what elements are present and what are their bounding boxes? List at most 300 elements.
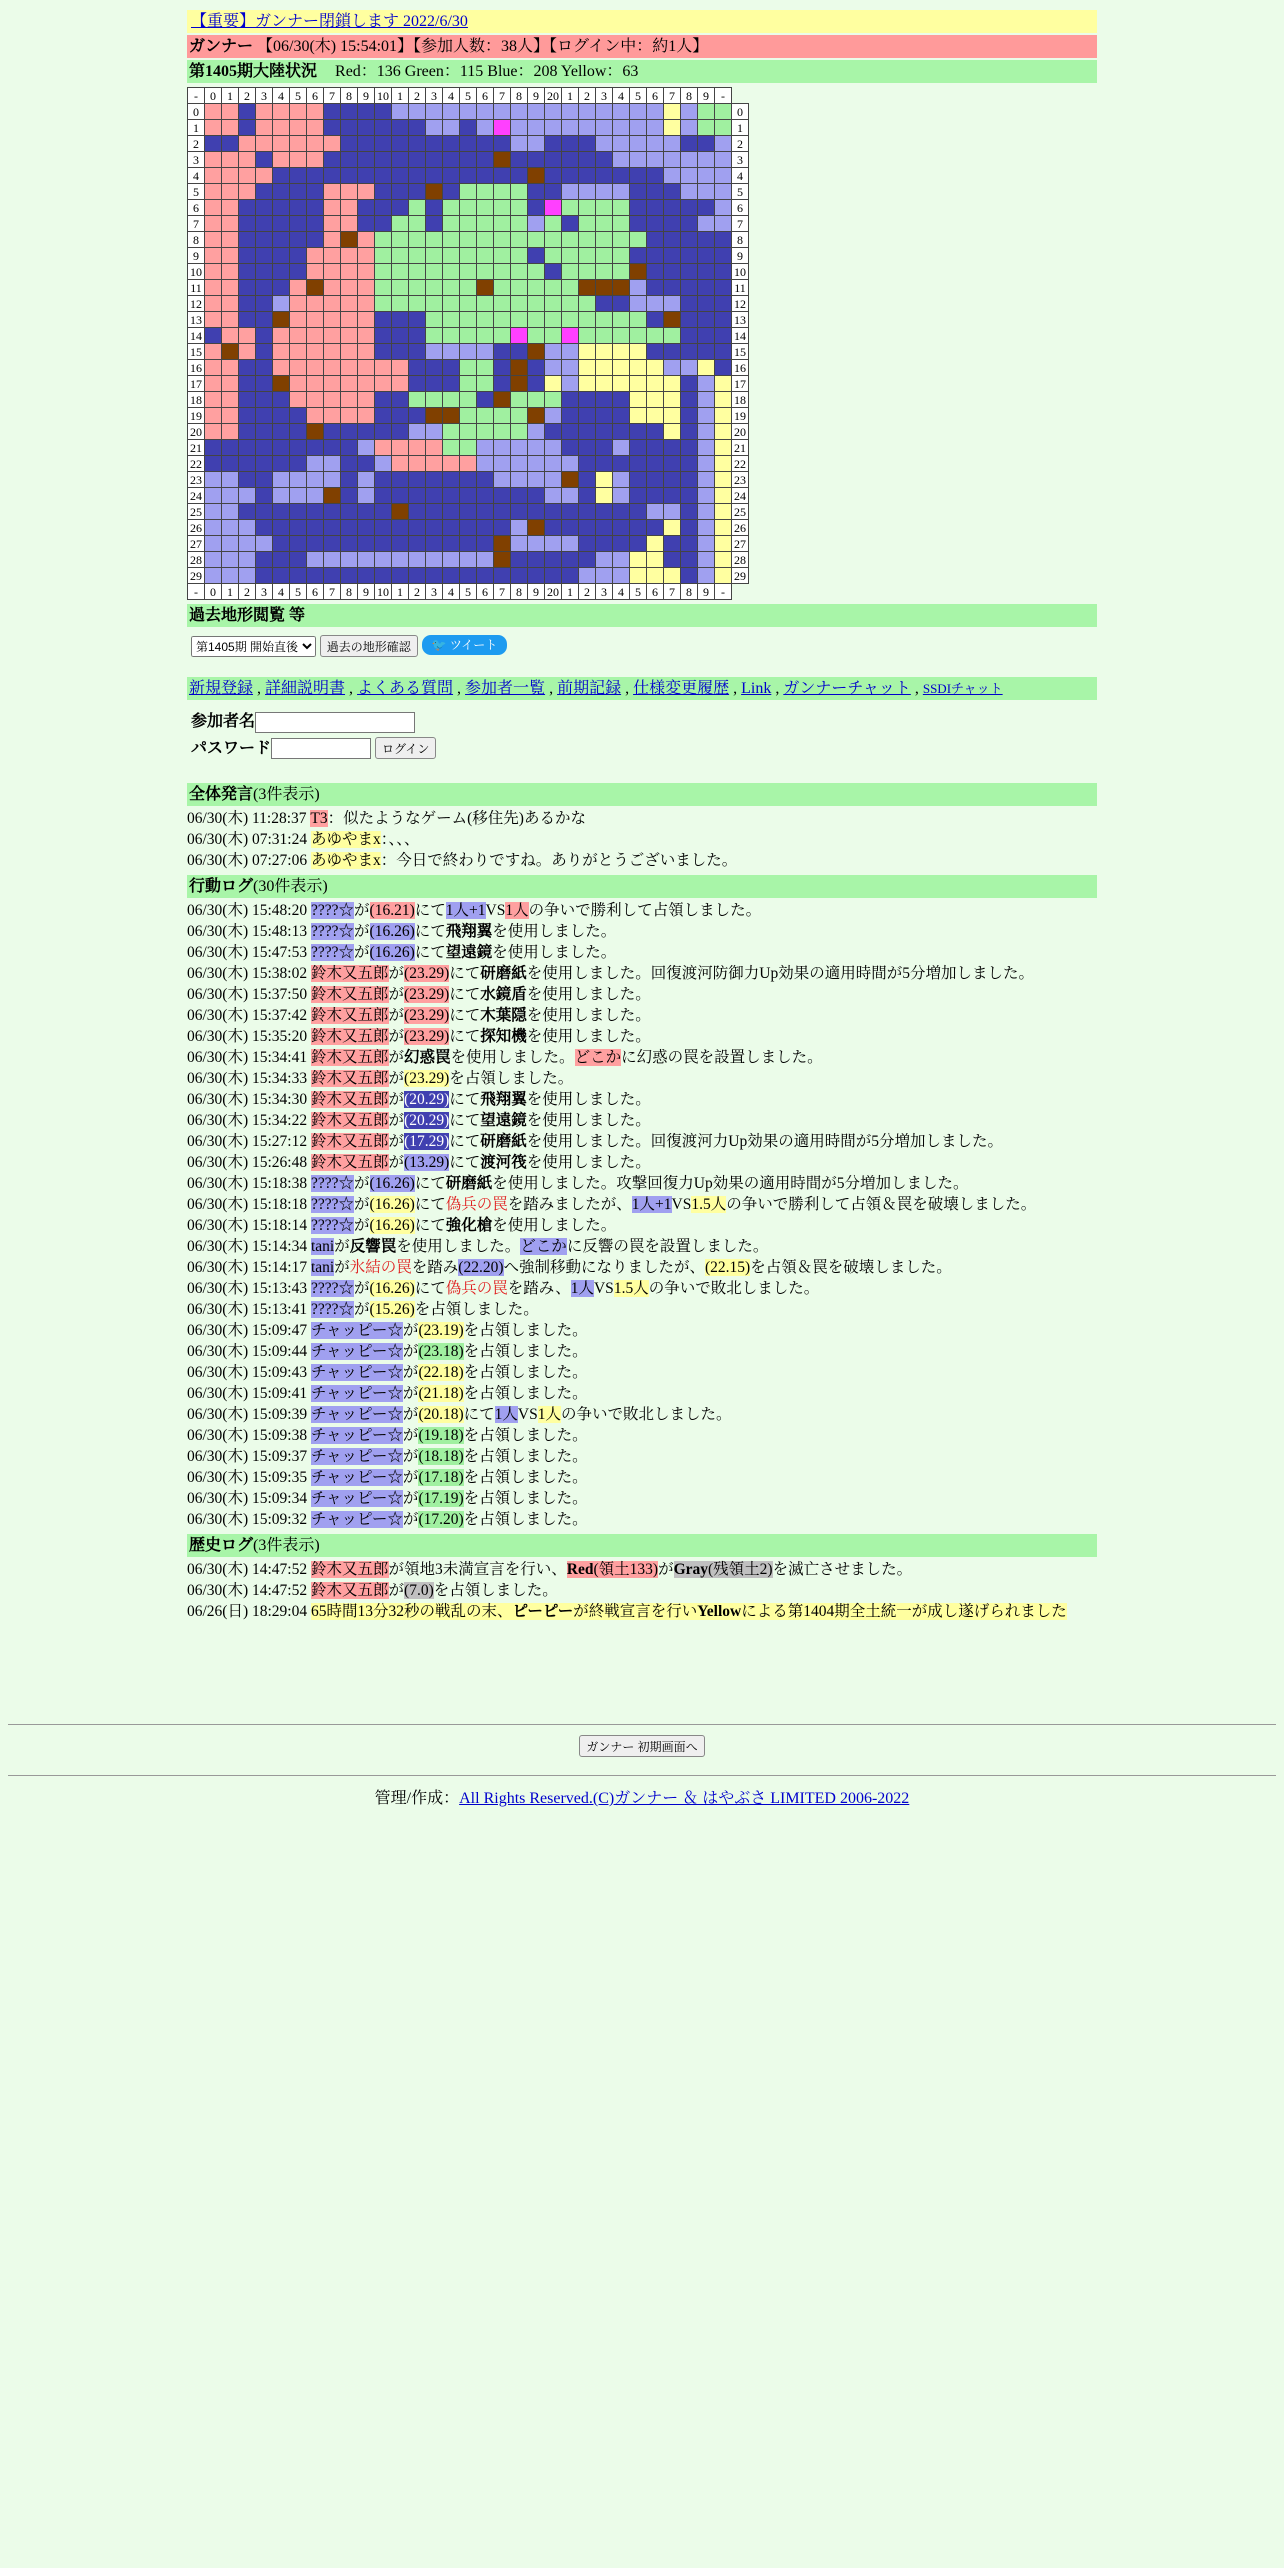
- nav-link[interactable]: 詳細説明書: [265, 680, 346, 697]
- map-cell: [511, 248, 528, 264]
- map-cell: [698, 136, 715, 152]
- tweet-button[interactable]: [422, 635, 508, 655]
- map-cell: [460, 104, 477, 120]
- map-cell: [511, 344, 528, 360]
- map-cell: [698, 296, 715, 312]
- map-row-label: 16: [188, 360, 205, 376]
- map-cell: [409, 104, 426, 120]
- map-cell: [715, 264, 732, 280]
- map-cell: [290, 216, 307, 232]
- map-cell: [562, 328, 579, 344]
- map-cell: [664, 472, 681, 488]
- map-cell: [426, 312, 443, 328]
- map-cell: [647, 408, 664, 424]
- map-col-label: 7: [494, 88, 511, 104]
- map-cell: [545, 360, 562, 376]
- map-col-label: 3: [596, 88, 613, 104]
- map-cell: [222, 392, 239, 408]
- map-cell: [426, 216, 443, 232]
- map-cell: [375, 536, 392, 552]
- log-line: [187, 1580, 1097, 1601]
- log-segment: の争いで勝利して占領＆罠を破壊しました。: [726, 1196, 1037, 1213]
- map-cell: [477, 344, 494, 360]
- map-cell: [562, 232, 579, 248]
- map-cell: [205, 152, 222, 168]
- map-cell: [681, 536, 698, 552]
- map-cell: [647, 456, 664, 472]
- map-row-label: 10: [188, 264, 205, 280]
- map-cell: [273, 376, 290, 392]
- map-cell: [239, 376, 256, 392]
- password-input[interactable]: [271, 738, 371, 759]
- nav-link[interactable]: 参加者一覧: [465, 680, 546, 697]
- map-cell: [698, 488, 715, 504]
- map-cell: [222, 552, 239, 568]
- map-cell: [205, 344, 222, 360]
- map-cell: [443, 488, 460, 504]
- map-cell: [205, 568, 222, 584]
- map-cell: [562, 344, 579, 360]
- map-cell: [545, 168, 562, 184]
- chat-header: [187, 783, 1097, 806]
- log-segment: 鈴木又五郎: [311, 1007, 389, 1024]
- map-cell: [477, 456, 494, 472]
- nav-link[interactable]: 仕様変更履歴: [633, 680, 730, 697]
- map-cell: [579, 120, 596, 136]
- map-cell: [647, 472, 664, 488]
- map-cell: [664, 280, 681, 296]
- map-col-label: 1: [562, 88, 579, 104]
- map-cell: [528, 520, 545, 536]
- map-cell: [222, 216, 239, 232]
- map-cell: [324, 536, 341, 552]
- log-segment: を使用しました。: [450, 1049, 575, 1066]
- map-cell: [256, 472, 273, 488]
- map-cell: [630, 472, 647, 488]
- map-col-label: 7: [494, 584, 511, 600]
- log-segment: が: [388, 1028, 405, 1045]
- map-cell: [290, 552, 307, 568]
- map-cell: [341, 392, 358, 408]
- map-cell: [443, 520, 460, 536]
- map-cell: [477, 200, 494, 216]
- map-cell: [528, 360, 545, 376]
- log-segment: が: [388, 1154, 405, 1171]
- home-button[interactable]: ガンナー 初期画面へ: [579, 1735, 704, 1757]
- map-cell: [239, 312, 256, 328]
- map-cell: [698, 456, 715, 472]
- log-segment: 06/30(木) 15:09:47: [187, 1322, 311, 1339]
- map-cell: [341, 264, 358, 280]
- log-segment: を踏み: [411, 1259, 459, 1276]
- map-cell: [579, 488, 596, 504]
- map-cell: [494, 344, 511, 360]
- map-cell: [392, 408, 409, 424]
- map-cell: [460, 440, 477, 456]
- map-cell: [647, 424, 664, 440]
- map-cell: [596, 360, 613, 376]
- map-cell: [562, 552, 579, 568]
- map-cell: [375, 488, 392, 504]
- map-cell: [443, 248, 460, 264]
- map-cell: [613, 360, 630, 376]
- map-cell: [307, 392, 324, 408]
- map-cell: [205, 312, 222, 328]
- map-cell: [528, 536, 545, 552]
- map-cell: [409, 312, 426, 328]
- map-cell: [426, 152, 443, 168]
- map-cell: [494, 136, 511, 152]
- map-cell: [443, 264, 460, 280]
- log-segment: (20.29): [404, 1112, 450, 1129]
- map-cell: [477, 408, 494, 424]
- map-cell: [647, 168, 664, 184]
- nav-link[interactable]: Link: [741, 680, 772, 697]
- map-cell: [511, 360, 528, 376]
- map-cell: [205, 456, 222, 472]
- nav-link[interactable]: 前期記録: [557, 680, 622, 697]
- map-cell: [681, 408, 698, 424]
- map-cell: [511, 104, 528, 120]
- log-segment: (残領土2): [708, 1561, 773, 1578]
- map-cell: [205, 328, 222, 344]
- map-cell: [477, 424, 494, 440]
- map-cell: [341, 520, 358, 536]
- map-cell: [392, 344, 409, 360]
- map-cell: [613, 232, 630, 248]
- map-col-label: 20: [545, 88, 562, 104]
- map-col-label: 5: [630, 88, 647, 104]
- map-cell: [613, 216, 630, 232]
- login-button[interactable]: ログイン: [375, 737, 436, 759]
- map-col-label: 6: [477, 88, 494, 104]
- map-cell: [273, 280, 290, 296]
- map-col-label: 8: [681, 88, 698, 104]
- map-cell: [273, 312, 290, 328]
- log-segment: 木葉隠: [480, 1007, 527, 1024]
- map-cell: [579, 248, 596, 264]
- map-cell: [562, 472, 579, 488]
- map-cell: [647, 296, 664, 312]
- map-cell: [375, 376, 392, 392]
- map-cell: [324, 264, 341, 280]
- map-cell: [358, 328, 375, 344]
- map-cell: [647, 328, 664, 344]
- map-cell: [290, 200, 307, 216]
- map-row-label: 29: [732, 568, 749, 584]
- log-segment: VS: [517, 1406, 538, 1423]
- map-cell: [307, 152, 324, 168]
- map-cell: [511, 472, 528, 488]
- map-cell: [324, 248, 341, 264]
- map-cell: [341, 504, 358, 520]
- map-cell: [222, 120, 239, 136]
- map-cell: [613, 280, 630, 296]
- log-segment: どこか: [520, 1238, 567, 1255]
- log-line: [187, 921, 1097, 942]
- map-cell: [545, 552, 562, 568]
- log-segment: 06/30(木) 15:18:18: [187, 1196, 311, 1213]
- log-segment: が: [402, 1406, 419, 1423]
- map-cell: [596, 392, 613, 408]
- log-segment: 1人+1: [631, 1196, 672, 1213]
- log-segment: にて: [414, 923, 446, 940]
- map-cell: [239, 280, 256, 296]
- log-segment: を使用しました。: [526, 1007, 651, 1024]
- log-segment: を占領しました。: [463, 1448, 588, 1465]
- log-segment: (16.21): [369, 902, 415, 919]
- log-segment: (16.26): [369, 1196, 415, 1213]
- map-cell: [528, 216, 545, 232]
- map-cell: [494, 264, 511, 280]
- map-cell: [375, 552, 392, 568]
- map-cell: [409, 424, 426, 440]
- map-cell: [545, 136, 562, 152]
- log-segment: 探知機: [480, 1028, 527, 1045]
- map-cell: [562, 408, 579, 424]
- map-cell: [528, 104, 545, 120]
- map-col-label: 6: [307, 584, 324, 600]
- log-segment: を占領しました。: [433, 1582, 558, 1599]
- map-cell: [426, 344, 443, 360]
- log-segment: 鈴木又五郎: [311, 1154, 389, 1171]
- map-cell: [715, 280, 732, 296]
- map-cell: [392, 168, 409, 184]
- map-cell: [715, 552, 732, 568]
- map-cell: [239, 184, 256, 200]
- map-cell: [290, 136, 307, 152]
- log-segment: 飛翔翼: [445, 923, 493, 940]
- map-cell: [698, 472, 715, 488]
- map-cell: [494, 248, 511, 264]
- map-cell: [460, 424, 477, 440]
- name-input[interactable]: [255, 712, 415, 733]
- log-segment: の争いで勝利して占領しました。: [528, 902, 762, 919]
- map-cell: [460, 552, 477, 568]
- map-cell: [494, 536, 511, 552]
- log-line: [187, 1488, 1097, 1509]
- link-separator: ,: [910, 680, 923, 697]
- map-cell: [324, 472, 341, 488]
- link-separator: ,: [453, 680, 466, 697]
- map-cell: [715, 184, 732, 200]
- map-cell: [443, 456, 460, 472]
- map-cell: [715, 360, 732, 376]
- map-cell: [392, 488, 409, 504]
- map-cell: [358, 472, 375, 488]
- map-cell: [460, 264, 477, 280]
- map-cell: [324, 392, 341, 408]
- map-cell: [409, 152, 426, 168]
- log-segment: (22.15): [705, 1259, 751, 1276]
- nav-link[interactable]: よくある質問: [357, 680, 454, 697]
- map-row-label: 7: [732, 216, 749, 232]
- log-segment: 06/30(木) 15:14:17: [187, 1259, 311, 1276]
- map-cell: [579, 184, 596, 200]
- map-cell: [664, 312, 681, 328]
- map-cell: [579, 216, 596, 232]
- map-cell: [256, 136, 273, 152]
- map-cell: [273, 472, 290, 488]
- territory-map: [187, 87, 749, 600]
- past-terrain-button[interactable]: 過去の地形確認: [320, 635, 418, 657]
- map-cell: [273, 152, 290, 168]
- map-cell: [511, 312, 528, 328]
- log-line: [187, 1110, 1097, 1131]
- log-segment: 鈴木又五郎: [311, 986, 389, 1003]
- map-cell: [698, 360, 715, 376]
- map-cell: [664, 424, 681, 440]
- log-segment: 1人: [570, 1280, 594, 1297]
- map-cell: [256, 520, 273, 536]
- map-cell: [579, 408, 596, 424]
- map-cell: [375, 232, 392, 248]
- nav-link[interactable]: ガンナーチャット: [783, 680, 911, 697]
- log-segment: 渡河筏: [480, 1154, 527, 1171]
- map-cell: [596, 280, 613, 296]
- log-segment: (16.26): [369, 923, 415, 940]
- log-segment: が: [402, 1448, 419, 1465]
- log-segment: (20.18): [418, 1406, 464, 1423]
- map-cell: [579, 232, 596, 248]
- log-segment: にて: [449, 1154, 481, 1171]
- map-row-label: 1: [188, 120, 205, 136]
- map-cell: [205, 232, 222, 248]
- map-cell: [511, 184, 528, 200]
- log-segment: VS: [671, 1196, 692, 1213]
- map-cell: [409, 280, 426, 296]
- period-select[interactable]: [191, 636, 316, 657]
- log-line: [187, 1005, 1097, 1026]
- map-row-label: 28: [732, 552, 749, 568]
- log-segment: (22.20): [458, 1259, 504, 1276]
- map-cell: [273, 216, 290, 232]
- log-segment: を使用しました。: [492, 1217, 617, 1234]
- log-segment: (7.0): [404, 1582, 434, 1599]
- map-cell: [307, 568, 324, 584]
- log-segment: にて: [414, 902, 446, 919]
- map-cell: [681, 184, 698, 200]
- notice-bar: [187, 10, 1097, 33]
- log-segment: 氷結の罠: [349, 1259, 412, 1276]
- map-cell: [664, 392, 681, 408]
- log-segment: 06/30(木) 15:48:20: [187, 902, 311, 919]
- map-cell: [579, 280, 596, 296]
- map-cell: [477, 440, 494, 456]
- map-cell: [545, 104, 562, 120]
- log-segment: 06/30(木) 15:09:32: [187, 1511, 311, 1528]
- map-cell: [528, 440, 545, 456]
- map-cell: [460, 376, 477, 392]
- map-cell: [494, 168, 511, 184]
- map-cell: [426, 248, 443, 264]
- map-cell: [409, 120, 426, 136]
- map-cell: [460, 216, 477, 232]
- map-cell: [528, 264, 545, 280]
- map-cell: [596, 296, 613, 312]
- map-cell: [664, 168, 681, 184]
- map-cell: [681, 328, 698, 344]
- map-cell: [256, 568, 273, 584]
- map-row-label: 24: [188, 488, 205, 504]
- map-cell: [392, 120, 409, 136]
- map-cell: [307, 184, 324, 200]
- log-segment: を占領しました。: [463, 1343, 588, 1360]
- log-segment: 鈴木又五郎: [311, 1049, 389, 1066]
- log-segment: 06/30(木) 15:14:34: [187, 1238, 311, 1255]
- log-segment: (19.18): [418, 1427, 464, 1444]
- copyright-link[interactable]: All Rights Reserved.(C)ガンナー ＆ はやぶさ LIMITED 2006-2022: [459, 1790, 910, 1807]
- log-segment: 1人: [537, 1406, 562, 1423]
- map-cell: [341, 136, 358, 152]
- map-cell: [392, 520, 409, 536]
- map-cell: [341, 296, 358, 312]
- map-row-label: 7: [188, 216, 205, 232]
- map-cell: [392, 216, 409, 232]
- map-cell: [528, 552, 545, 568]
- map-col-label: 8: [341, 584, 358, 600]
- map-cell: [307, 424, 324, 440]
- map-cell: [392, 232, 409, 248]
- nav-link[interactable]: 新規登録: [189, 680, 254, 697]
- log-line: [187, 808, 1097, 829]
- nav-link[interactable]: SSDIチャット: [922, 681, 1003, 696]
- map-row-label: 15: [732, 344, 749, 360]
- map-cell: [562, 216, 579, 232]
- map-cell: [358, 520, 375, 536]
- map-cell: [273, 136, 290, 152]
- map-cell: [409, 536, 426, 552]
- log-segment: 鈴木又五郎: [311, 1582, 389, 1599]
- map-cell: [647, 120, 664, 136]
- map-cell: [460, 184, 477, 200]
- map-row-label: 10: [732, 264, 749, 280]
- log-segment: を使用しました。: [492, 923, 617, 940]
- map-cell: [511, 216, 528, 232]
- map-col-label: 3: [426, 88, 443, 104]
- map-cell: [630, 136, 647, 152]
- map-cell: [222, 376, 239, 392]
- log-segment: (16.26): [369, 944, 415, 961]
- log-segment: を使用しました。: [526, 1028, 651, 1045]
- map-cell: [205, 488, 222, 504]
- map-cell: [290, 424, 307, 440]
- map-cell: [256, 184, 273, 200]
- map-cell: [630, 392, 647, 408]
- map-cell: [630, 344, 647, 360]
- map-cell: [358, 200, 375, 216]
- map-cell: [392, 328, 409, 344]
- map-cell: [222, 488, 239, 504]
- map-cell: [664, 408, 681, 424]
- map-row-label: 22: [188, 456, 205, 472]
- map-row-label: 20: [732, 424, 749, 440]
- map-cell: [341, 456, 358, 472]
- action-log: [187, 900, 1097, 1530]
- map-cell: [494, 472, 511, 488]
- map-cell: [460, 344, 477, 360]
- map-cell: [375, 440, 392, 456]
- map-cell: [698, 184, 715, 200]
- log-segment: 06/30(木) 15:09:37: [187, 1448, 311, 1465]
- map-cell: [613, 264, 630, 280]
- map-row-label: 17: [732, 376, 749, 392]
- map-cell: [511, 552, 528, 568]
- map-cell: [341, 440, 358, 456]
- map-cell: [256, 216, 273, 232]
- notice-link[interactable]: 【重要】ガンナー閉鎖します 2022/6/30: [191, 13, 468, 30]
- link-separator: ,: [621, 680, 634, 697]
